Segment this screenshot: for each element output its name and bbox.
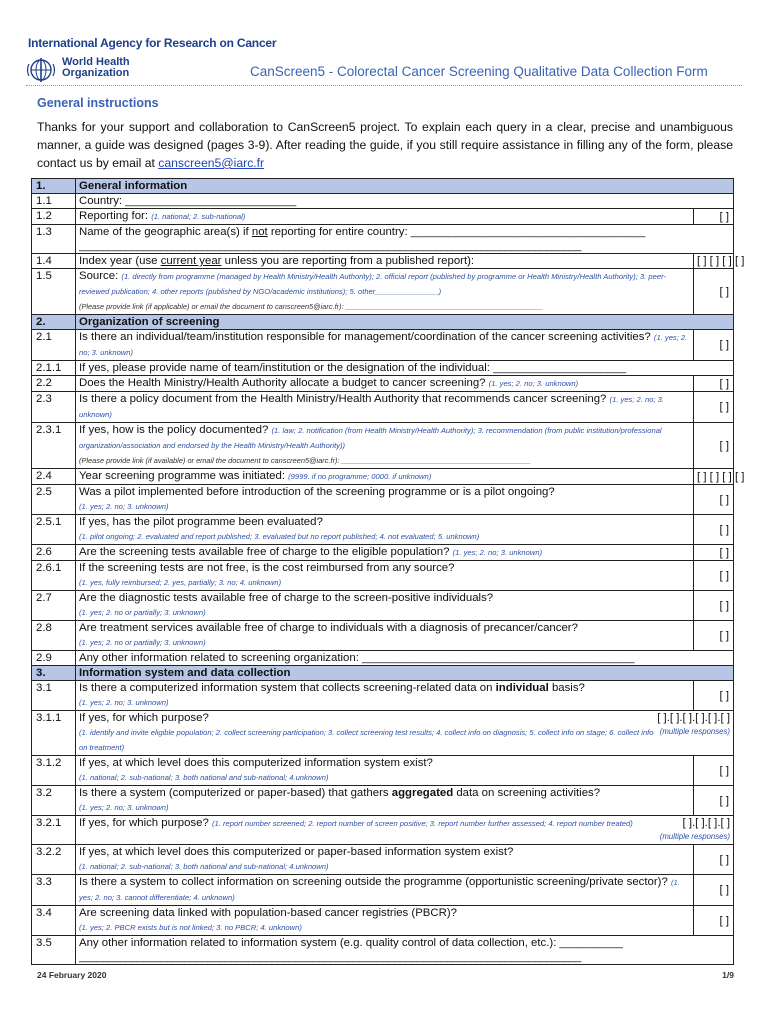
answer-box[interactable]: [ ] [693, 591, 733, 621]
response-options: (1. yes; 2. no; 3. unknown) [488, 379, 579, 388]
answer-line[interactable]: ______________________________________________________________________________________ [79, 951, 581, 963]
question-number: 2.9 [32, 651, 76, 666]
multiple-response-boxes[interactable] [657, 711, 730, 739]
question-text: If yes, has the pilot programme been evaluated? [79, 516, 323, 528]
answer-box[interactable]: [ ] [693, 786, 733, 816]
question-text: Are treatment services available free of charge to individuals with a diagnosis of precancer/cancer? [79, 622, 578, 634]
question-row [32, 269, 734, 315]
question-number: 2. [32, 315, 76, 330]
question-text: Is there a system to collect information on screening outside the programme (opportunistic screening/private sector)? [79, 876, 671, 888]
footer-page-number: 1/9 [722, 970, 734, 980]
answer-box[interactable]: [ ] [693, 681, 733, 711]
question-cell [76, 561, 694, 591]
answer-box[interactable]: [ ] [693, 845, 733, 875]
question-number: 1.1 [32, 194, 76, 209]
question-number: 2.4 [32, 469, 76, 485]
question-text: Any other information related to information system (e.g. quality control of data collection, etc.): __________ [79, 937, 623, 949]
question-cell [76, 330, 694, 361]
multiple-response-boxes[interactable] [660, 816, 730, 844]
question-cell [76, 392, 694, 423]
question-row [32, 254, 734, 269]
response-boxes[interactable]: [ ].[ ].[ ].[ ].[ ].[ ] [657, 712, 730, 724]
question-cell [76, 875, 694, 906]
question-number: 2.1 [32, 330, 76, 361]
question-cell [76, 651, 734, 666]
question-text: Is there a computerized information system that collects screening-related data on individual basis? [79, 682, 585, 694]
question-cell [76, 485, 694, 515]
answer-line[interactable]: ______________________________________________________________________________________ [79, 240, 581, 252]
question-row [32, 423, 734, 469]
answer-box[interactable]: [ ] [693, 485, 733, 515]
answer-box[interactable]: [ ] [693, 330, 733, 361]
response-options: (1. yes; 2. no or partially; 3. unknown) [79, 638, 206, 647]
answer-box[interactable]: [ ] [ ] [ ] [ ] [693, 469, 733, 485]
question-number: 2.5.1 [32, 515, 76, 545]
question-text: Is there a policy document from the Health Ministry/Health Authority that recommends cancer screening? [79, 393, 610, 405]
question-number: 1.3 [32, 225, 76, 254]
response-options: (1. national; 2. sub-national; 3. both national and sub-national; 4.unknown) [79, 862, 329, 871]
response-options: (1. yes; 2. no; 3. unknown) [79, 803, 169, 812]
question-cell [76, 315, 734, 330]
question-cell [76, 845, 694, 875]
document-link-note: (Please provide link (if applicable) or email the document to canscreen5@iarc.fr): ________________________________________________ [79, 302, 544, 311]
question-number: 3.2.2 [32, 845, 76, 875]
question-cell [76, 816, 734, 845]
question-number: 1. [32, 179, 76, 194]
answer-box[interactable]: [ ] [693, 545, 733, 561]
response-options: (1. yes; 2. no; 3. cannot differentiate; 4. unknown) [79, 878, 680, 902]
multiple-responses-note: (multiple responses) [659, 727, 730, 736]
response-options: (1. yes; 2. no; 3. unknown) [79, 395, 664, 419]
question-number: 3.2.1 [32, 816, 76, 845]
question-number: 2.6.1 [32, 561, 76, 591]
answer-box[interactable]: [ ] [693, 875, 733, 906]
form-title: CanScreen5 - Colorectal Cancer Screening Qualitative Data Collection Form [250, 64, 708, 79]
question-number: 1.5 [32, 269, 76, 315]
who-name [62, 57, 130, 79]
question-cell [76, 681, 694, 711]
section-title: General information [79, 180, 188, 192]
question-cell [76, 591, 694, 621]
question-text: Are the diagnostic tests available free of charge to the screen-positive individuals? [79, 592, 494, 604]
question-cell [76, 179, 734, 194]
question-number: 2.3.1 [32, 423, 76, 469]
section-row [32, 666, 734, 681]
question-row [32, 225, 734, 254]
multiple-responses-note: (multiple responses) [659, 832, 730, 841]
response-options: (1. report number screened; 2. report number of screen positive; 3. report number further assessed; 4. report number treated) [211, 819, 633, 828]
question-cell [76, 756, 694, 786]
question-cell [76, 254, 694, 269]
question-row [32, 936, 734, 965]
iarc-organization-name: International Agency for Research on Cancer [28, 36, 277, 50]
question-cell [76, 621, 694, 651]
response-options: (1. yes, fully reimbursed; 2. yes, partially; 3. no; 4. unknown) [79, 578, 282, 587]
instructions-text: Thanks for your support and collaboration to CanScreen5 project. To explain each query in a clear, precise and unambiguous manner, a guide was designed (pages 3-9). After reading the guide, if you still require assistance in filling any of the form, please contact us by email at [37, 120, 733, 170]
response-options: (1. directly from programme (managed by Health Ministry/Health Authority); 2. official report (published by programme or Health Ministry/Health Authority); 3. peer-reviewed publication; 4. other reports (published by NGO/academic institutions); 5. other_______________) [79, 272, 666, 296]
question-text: Name of the geographic area(s) if not reporting for entire country: _____________________________________ [79, 226, 646, 238]
question-cell [76, 906, 694, 936]
question-cell [76, 225, 734, 254]
question-row [32, 392, 734, 423]
question-number: 3.5 [32, 936, 76, 965]
answer-box[interactable]: [ ] [693, 561, 733, 591]
response-options: (1. yes; 2. no; 3. unknown) [79, 333, 688, 357]
answer-box[interactable]: [ ] [ ] [ ] [ ] [693, 254, 733, 269]
who-name-line2: Organization [62, 67, 130, 79]
answer-box[interactable]: [ ] [693, 756, 733, 786]
response-options: (1. law; 2. notification (from Health Ministry/Health Authority); 3. recommendation (from public institution/professional organization/association and endorsed by the Health Ministry/Health Authority)) [79, 426, 662, 450]
answer-box[interactable]: [ ] [693, 209, 733, 225]
response-options: (1. national; 2. sub-national; 3. both national and sub-national; 4.unknown) [79, 773, 329, 782]
answer-box[interactable]: [ ] [693, 423, 733, 469]
question-text: Are the screening tests available free of charge to the eligible population? [79, 546, 453, 558]
question-cell [76, 361, 734, 376]
response-options: (1. yes; 2. PBCR exists but is not linked; 3. no PBCR; 4. unknown) [79, 923, 302, 932]
response-options: (1. yes; 2. no; 3. unknown) [452, 548, 543, 557]
contact-email-link[interactable]: canscreen5@iarc.fr [158, 156, 265, 170]
section-row [32, 315, 734, 330]
question-text: Country: ___________________________ [79, 195, 297, 207]
question-row [32, 330, 734, 361]
question-row [32, 376, 734, 392]
question-number: 3.1.1 [32, 711, 76, 756]
question-cell [76, 469, 694, 485]
answer-box[interactable]: [ ] [693, 392, 733, 423]
question-text: Is there an individual/team/institution responsible for management/coordination of the cancer screening activities? [79, 331, 654, 343]
question-text: Reporting for: [79, 210, 152, 222]
question-row [32, 906, 734, 936]
question-cell [76, 786, 694, 816]
question-text: If yes, please provide name of team/institution or the designation of the individual: _____________________ [79, 362, 627, 374]
question-cell [76, 269, 694, 315]
question-cell [76, 376, 694, 392]
question-number: 2.1.1 [32, 361, 76, 376]
question-row [32, 591, 734, 621]
question-text: Index year (use current year unless you are reporting from a published report): [79, 255, 475, 267]
question-row [32, 621, 734, 651]
who-name-line1: World Health [62, 56, 130, 68]
question-text: If yes, at which level does this computerized or paper-based information system exist? [79, 846, 514, 858]
question-text: Source: [79, 270, 122, 282]
question-number: 2.3 [32, 392, 76, 423]
question-row [32, 816, 734, 845]
response-options: (1. identify and invite eligible population; 2. collect screening participation; 3. collect screening test results; 4. collect info on diagnosis; 5. collect info on stage; 6. collect info on treatment) [79, 728, 654, 752]
question-cell [76, 209, 694, 225]
question-row [32, 361, 734, 376]
footer-date: 24 February 2020 [37, 970, 107, 980]
question-text: Are screening data linked with population-based cancer registries (PBCR)? [79, 907, 457, 919]
document-link-note: (Please provide link (if available) or email the document to canscreen5@iarc.fr): ______________________________________________ [79, 456, 531, 465]
section-title: Organization of screening [79, 316, 220, 328]
question-row [32, 194, 734, 209]
question-cell [76, 423, 694, 469]
question-text: Is there a system (computerized or paper-based) that gathers aggregated data on screening activities? [79, 787, 601, 799]
question-text: Was a pilot implemented before introduction of the screening programme or is a pilot ongoing? [79, 486, 555, 498]
question-number: 3.4 [32, 906, 76, 936]
question-row [32, 875, 734, 906]
response-options: (1. national; 2. sub-national) [151, 212, 246, 221]
section-row [32, 179, 734, 194]
question-row [32, 545, 734, 561]
question-cell [76, 666, 734, 681]
question-row [32, 681, 734, 711]
response-boxes[interactable]: [ ].[ ].[ ].[ ] [682, 817, 730, 829]
answer-box[interactable]: [ ] [693, 621, 733, 651]
general-instructions-heading: General instructions [37, 96, 159, 110]
question-row [32, 485, 734, 515]
question-text: Does the Health Ministry/Health Authority allocate a budget to cancer screening? [79, 377, 489, 389]
question-text: If yes, for which purpose? [79, 817, 212, 829]
question-number: 3.2 [32, 786, 76, 816]
question-row [32, 515, 734, 545]
question-number: 2.5 [32, 485, 76, 515]
question-number: 3. [32, 666, 76, 681]
instructions-paragraph [37, 118, 733, 172]
response-options: (1. pilot ongoing; 2. evaluated and report published; 3. evaluated but no report published; 4. not evaluated; 5. unknown) [79, 532, 480, 541]
question-row [32, 845, 734, 875]
answer-box[interactable]: [ ] [693, 376, 733, 392]
question-row [32, 711, 734, 756]
response-options: (1. yes; 2. no or partially; 3. unknown) [79, 608, 206, 617]
question-text: Any other information related to screening organization: ___________________________________________ [79, 652, 635, 664]
question-text: If the screening tests are not free, is the cost reimbursed from any source? [79, 562, 455, 574]
question-cell [76, 711, 734, 756]
answer-box[interactable]: [ ] [693, 269, 733, 315]
question-number: 2.8 [32, 621, 76, 651]
question-row [32, 209, 734, 225]
question-number: 2.2 [32, 376, 76, 392]
question-row [32, 469, 734, 485]
question-number: 2.7 [32, 591, 76, 621]
question-text: If yes, for which purpose? [79, 712, 209, 724]
question-cell [76, 936, 734, 965]
header-divider [26, 85, 742, 86]
question-number: 2.6 [32, 545, 76, 561]
question-row [32, 561, 734, 591]
question-number: 3.1 [32, 681, 76, 711]
answer-box[interactable]: [ ] [693, 515, 733, 545]
question-text: If yes, at which level does this computerized information system exist? [79, 757, 433, 769]
response-options: (1. yes; 2. no; 3. unknown) [79, 698, 169, 707]
question-number: 1.4 [32, 254, 76, 269]
question-cell [76, 515, 694, 545]
question-row [32, 651, 734, 666]
question-row [32, 786, 734, 816]
answer-box[interactable]: [ ] [693, 906, 733, 936]
question-text: Year screening programme was initiated: [79, 470, 289, 482]
question-cell [76, 545, 694, 561]
question-number: 3.3 [32, 875, 76, 906]
question-cell [76, 194, 734, 209]
questionnaire-table [31, 178, 745, 965]
response-options: (9999. if no programme; 0000. if unknown) [288, 472, 432, 481]
question-text: If yes, how is the policy documented? [79, 424, 272, 436]
question-number: 3.1.2 [32, 756, 76, 786]
response-options: (1. yes; 2. no; 3. unknown) [79, 502, 169, 511]
question-row [32, 756, 734, 786]
question-number: 1.2 [32, 209, 76, 225]
section-title: Information system and data collection [79, 667, 291, 679]
who-logo-icon [26, 56, 56, 84]
